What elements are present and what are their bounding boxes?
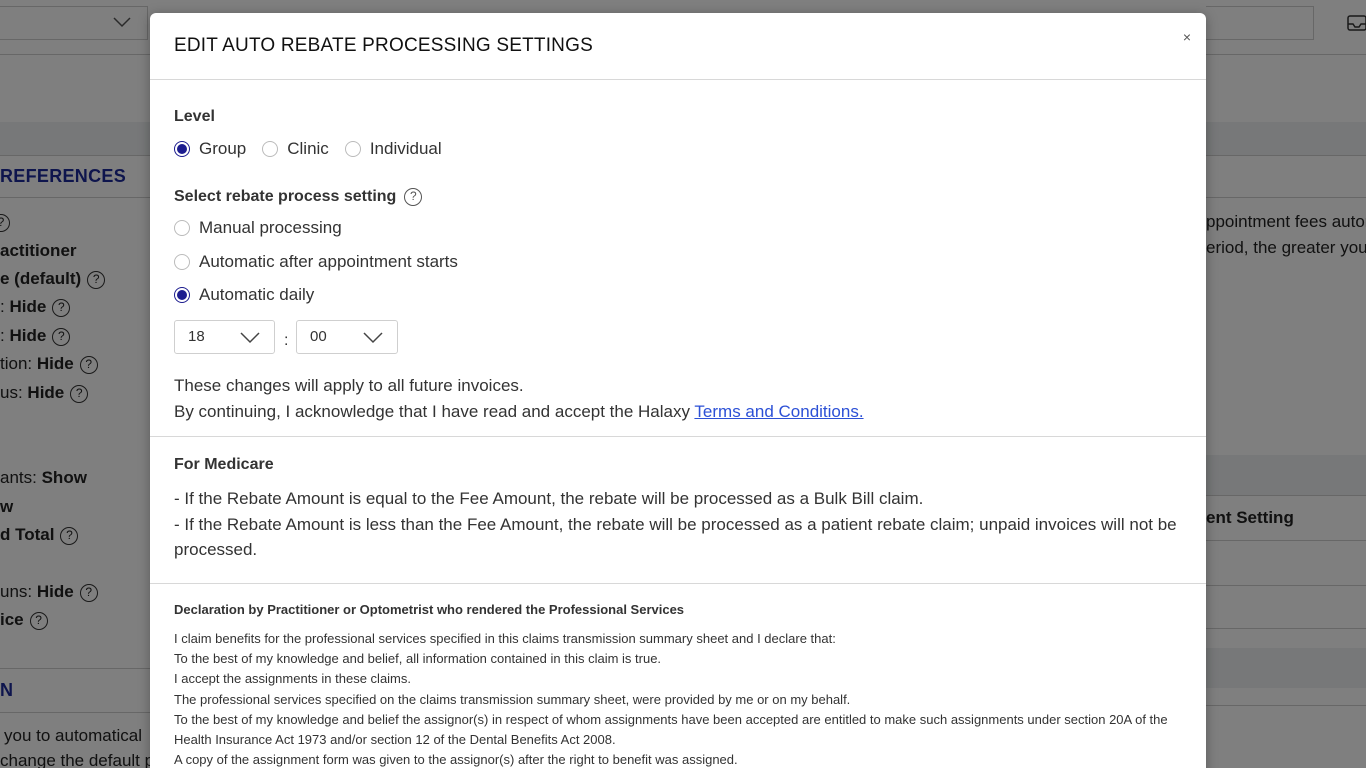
process-option-after-appointment[interactable]: Automatic after appointment starts bbox=[174, 252, 458, 272]
process-option-daily[interactable]: Automatic daily bbox=[174, 285, 314, 305]
terms-link[interactable]: Terms and Conditions. bbox=[694, 402, 864, 421]
radio-button[interactable] bbox=[174, 254, 190, 270]
process-option-manual[interactable]: Manual processing bbox=[174, 218, 342, 238]
help-icon[interactable]: ? bbox=[404, 188, 422, 206]
declaration-list bbox=[174, 629, 1184, 768]
declaration-line: To the best of my knowledge and belief, all information contained in this claim is true. bbox=[174, 651, 662, 667]
settings-section bbox=[150, 80, 1206, 437]
medicare-label: For Medicare bbox=[174, 456, 274, 473]
declaration-line: I claim benefits for the professional services specified in this claims transmission summary sheet and I declare that: bbox=[174, 631, 836, 646]
level-radio-group bbox=[174, 139, 458, 159]
level-option-clinic[interactable]: Clinic bbox=[262, 139, 329, 159]
level-label: Level bbox=[174, 108, 215, 125]
medicare-section bbox=[150, 437, 1206, 584]
modal-title: EDIT AUTO REBATE PROCESSING SETTINGS bbox=[174, 35, 593, 56]
acknowledgement-text: By continuing, I acknowledge that I have read and accept the Halaxy Terms and Conditions. bbox=[174, 402, 864, 421]
chevron-down-icon bbox=[240, 330, 260, 344]
level-option-individual[interactable]: Individual bbox=[345, 139, 442, 159]
declaration-line: I accept the assignments in these claims. bbox=[174, 671, 412, 687]
chevron-down-icon bbox=[363, 330, 383, 344]
radio-button[interactable] bbox=[345, 141, 361, 157]
close-button[interactable]: × bbox=[1182, 29, 1191, 45]
radio-button[interactable] bbox=[174, 287, 190, 303]
medicare-rule: - If the Rebate Amount is equal to the Fee Amount, the rebate will be processed as a Bulk Bill claim. bbox=[174, 489, 924, 508]
radio-button[interactable] bbox=[262, 141, 278, 157]
declaration-line: To the best of my knowledge and belief the assignor(s) in respect of whom assignments have been accepted are entitled to make such assignments under section 20A of the Health Insurance Act 1973 and/or section 12 of the Dental Benefits Act 2008. bbox=[174, 711, 1168, 748]
modal-header bbox=[150, 13, 1206, 80]
declaration-title: Declaration by Practitioner or Optometrist who rendered the Professional Services bbox=[174, 602, 685, 617]
hour-select[interactable]: 18 bbox=[174, 320, 275, 354]
declaration-line: A copy of the assignment form was given to the assignor(s) after the right to benefit was assigned. bbox=[174, 752, 738, 768]
level-option-group[interactable]: Group bbox=[174, 139, 246, 159]
radio-button[interactable] bbox=[174, 141, 190, 157]
medicare-rule: - If the Rebate Amount is less than the Fee Amount, the rebate will be processed as a patient rebate claim; unpaid invoices will not be processed. bbox=[174, 514, 1177, 559]
medicare-rules bbox=[174, 486, 1184, 563]
minute-select[interactable]: 00 bbox=[296, 320, 398, 354]
time-separator: : bbox=[284, 332, 289, 349]
process-setting-label: Select rebate process setting ? bbox=[174, 188, 422, 206]
radio-button[interactable] bbox=[174, 220, 190, 236]
notice-text: These changes will apply to all future invoices. bbox=[174, 376, 524, 395]
edit-rebate-settings-modal bbox=[150, 13, 1206, 768]
declaration-line: The professional services specified on the claims transmission summary sheet, were provided by me or on my behalf. bbox=[174, 691, 851, 707]
